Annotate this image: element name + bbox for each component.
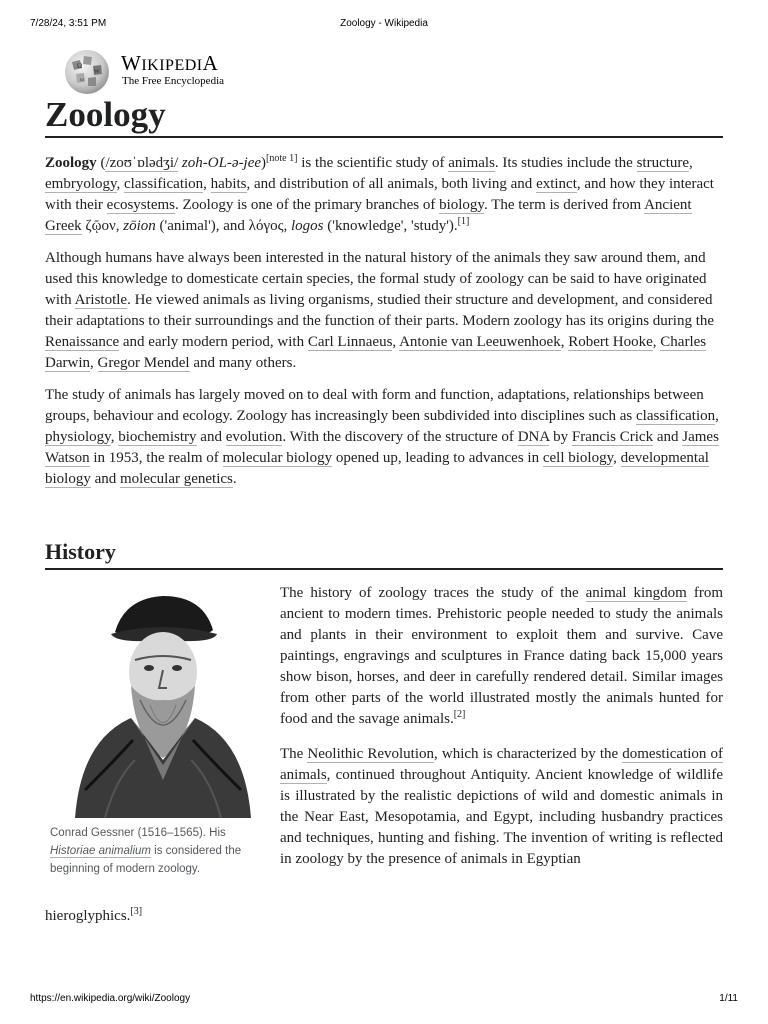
print-page-number: 1/11 — [719, 993, 738, 1004]
text: and early modern period, with — [119, 334, 308, 350]
greek-zoion: zōion — [123, 218, 156, 234]
text: . The term is derived from — [483, 197, 645, 213]
link-biochemistry[interactable]: biochemistry — [118, 429, 197, 445]
text: , — [203, 176, 211, 192]
wikipedia-tagline: The Free Encyclopedia — [122, 75, 225, 87]
text: . — [232, 471, 237, 487]
link-cell-biology[interactable]: cell biology — [542, 450, 614, 466]
link-structure[interactable]: structure — [636, 155, 690, 171]
wikipedia-globe-icon[interactable] — [62, 46, 112, 96]
text: , and distribution of all animals, both living and — [246, 176, 537, 192]
text: , — [90, 355, 98, 371]
link-molecular-biology[interactable]: molecular biology — [222, 450, 333, 466]
text: , — [560, 334, 569, 350]
ipa-pronunciation[interactable]: /zoʊˈɒlədʒi/ — [105, 155, 179, 171]
text: . Zoology is one of the primary branches of — [174, 197, 440, 213]
text: Although humans have always been interested in the natural history of the animals they saw around them, and used this knowledge to domesticate certain species, the formal study of zoology can be said to have originated with — [45, 250, 707, 308]
link-ecosystems[interactable]: ecosystems — [106, 197, 175, 213]
text: ζῷον, — [81, 218, 124, 234]
link-evolution[interactable]: evolution — [225, 429, 283, 445]
text: ) — [261, 155, 267, 171]
print-footer — [30, 993, 738, 1007]
text: hieroglyphics. — [45, 908, 131, 924]
text: . Its studies include the — [494, 155, 637, 171]
text: . He viewed animals as living organisms, studied their structure and development, and considered their adaptations to their surroundings and the function of their parts. Modern zoology has its origins during the — [45, 292, 715, 329]
link-historiae-animalium[interactable]: Historiae animalium — [50, 845, 151, 857]
link-dna[interactable]: DNA — [517, 429, 550, 445]
text: The — [280, 746, 308, 762]
link-classification-2[interactable]: classification — [636, 408, 716, 424]
ref-2[interactable]: [2] — [453, 709, 466, 720]
text: opened up, leading to advances in — [332, 450, 543, 466]
intro-paragraph-1 — [45, 153, 723, 237]
text: , — [392, 334, 400, 350]
greek-logos: logos — [291, 218, 324, 234]
text: , continued throughout Antiquity. Ancient knowledge of wildlife is illustrated by the realistic depictions of wild and domestic animals in the Near East, Mesopotamia, and Egypt, including husbandry practices and techniques, hunting and fishing. The invention of writing is reflected in zoology by the presence of animals in Egyptian — [280, 767, 723, 867]
text: is the scientific study of — [297, 155, 449, 171]
print-url: https://en.wikipedia.org/wiki/Zoology — [30, 993, 191, 1004]
ref-3[interactable]: [3] — [130, 906, 143, 917]
link-molecular-genetics[interactable]: molecular genetics — [120, 471, 233, 487]
link-leeuwenhoek[interactable]: Antonie van Leeuwenhoek — [399, 334, 561, 350]
text: . With the discovery of the structure of — [282, 429, 518, 445]
history-heading: History — [45, 538, 723, 570]
print-header — [30, 18, 738, 32]
link-aristotle[interactable]: Aristotle — [74, 292, 128, 308]
text: in 1953, the realm of — [89, 450, 223, 466]
link-francis-crick[interactable]: Francis Crick — [571, 429, 654, 445]
history-text — [280, 583, 723, 884]
link-physiology[interactable]: physiology — [45, 429, 111, 445]
text: , — [652, 334, 661, 350]
text: , — [110, 429, 119, 445]
link-embryology[interactable]: embryology — [45, 176, 117, 192]
text: , — [715, 408, 719, 424]
svg-text:Ω: Ω — [77, 62, 83, 70]
link-mendel[interactable]: Gregor Mendel — [97, 355, 190, 371]
svg-text:W: W — [94, 69, 100, 75]
link-linnaeus[interactable]: Carl Linnaeus — [307, 334, 393, 350]
text: ('animal'), and λόγος, — [155, 218, 292, 234]
intro-paragraph-3 — [45, 385, 723, 490]
link-neolithic-revolution[interactable]: Neolithic Revolution — [307, 746, 435, 762]
link-darwin[interactable]: Charles Darwin — [45, 334, 707, 371]
history-paragraph-1 — [280, 583, 723, 730]
conrad-gessner-portrait[interactable] — [45, 590, 270, 818]
note-ref[interactable]: [note 1] — [266, 153, 298, 164]
link-classification[interactable]: classification — [124, 176, 204, 192]
text: ( — [96, 155, 106, 171]
link-james-watson[interactable]: James Watson — [45, 429, 719, 466]
text: , and how they interact with their — [45, 176, 714, 213]
page-title: Zoology — [45, 94, 723, 138]
intro-paragraph-2 — [45, 248, 723, 374]
text: ('knowledge', 'study'). — [323, 218, 458, 234]
link-renaissance[interactable]: Renaissance — [45, 334, 120, 350]
link-animals[interactable]: animals — [448, 155, 495, 171]
wordmark-a: A — [202, 51, 219, 75]
link-habits[interactable]: habits — [210, 176, 247, 192]
text: , — [689, 155, 693, 171]
text: , — [116, 176, 125, 192]
respelling[interactable]: zoh-OL-ə-jee — [181, 155, 262, 171]
link-extinct[interactable]: extinct — [536, 176, 577, 192]
text: and — [653, 429, 683, 445]
text: and — [196, 429, 226, 445]
print-datetime: 7/28/24, 3:51 PM — [30, 18, 107, 29]
text: , which is characterized by the — [434, 746, 623, 762]
link-ancient-greek[interactable]: Ancient Greek — [45, 197, 692, 234]
text: The history of zoology traces the study of the — [280, 585, 586, 601]
link-domestication[interactable]: domestication of animals — [280, 746, 724, 783]
text: and many others. — [189, 355, 297, 371]
link-animal-kingdom[interactable]: animal kingdom — [585, 585, 687, 601]
text: and — [90, 471, 121, 487]
history-continuation — [45, 906, 142, 927]
wordmark-w: W — [121, 51, 142, 75]
text: from ancient to modern times. Prehistoric people needed to study the animals and plants in their environment to exploit them and survive. Cave paintings, engravings and sculptures in France dating back 15,000 years show bison, horses, and deer in carefully rendered detail. Similar images from other parts of the world illustrated mostly the animals hunted for food and the savage animals. — [280, 585, 723, 727]
text: , — [613, 450, 621, 466]
lead-term: Zoology — [45, 155, 97, 171]
link-hooke[interactable]: Robert Hooke — [568, 334, 653, 350]
svg-text:ω: ω — [80, 77, 84, 83]
wordmark-mid: IKIPEDI — [141, 57, 203, 74]
history-paragraph-2 — [280, 744, 723, 870]
text: by — [549, 429, 572, 445]
text: Conrad Gessner (1516–1565). His — [50, 827, 226, 839]
print-title: Zoology - Wikipedia — [340, 18, 428, 29]
link-developmental-biology[interactable]: developmental biology — [45, 450, 709, 487]
wikipedia-wordmark[interactable] — [121, 51, 218, 76]
article-intro — [45, 153, 723, 501]
text: The study of animals has largely moved on to deal with form and function, adaptations, relationships between groups, behaviour and ecology. Zoology has increasingly been subdivided into disciplines such as — [45, 387, 704, 424]
link-biology[interactable]: biology — [439, 197, 484, 213]
text: is considered the beginning of modern zoology. — [50, 845, 242, 875]
history-figure — [45, 590, 270, 878]
ref-1[interactable]: [1] — [457, 216, 470, 227]
figure-caption — [45, 824, 270, 878]
